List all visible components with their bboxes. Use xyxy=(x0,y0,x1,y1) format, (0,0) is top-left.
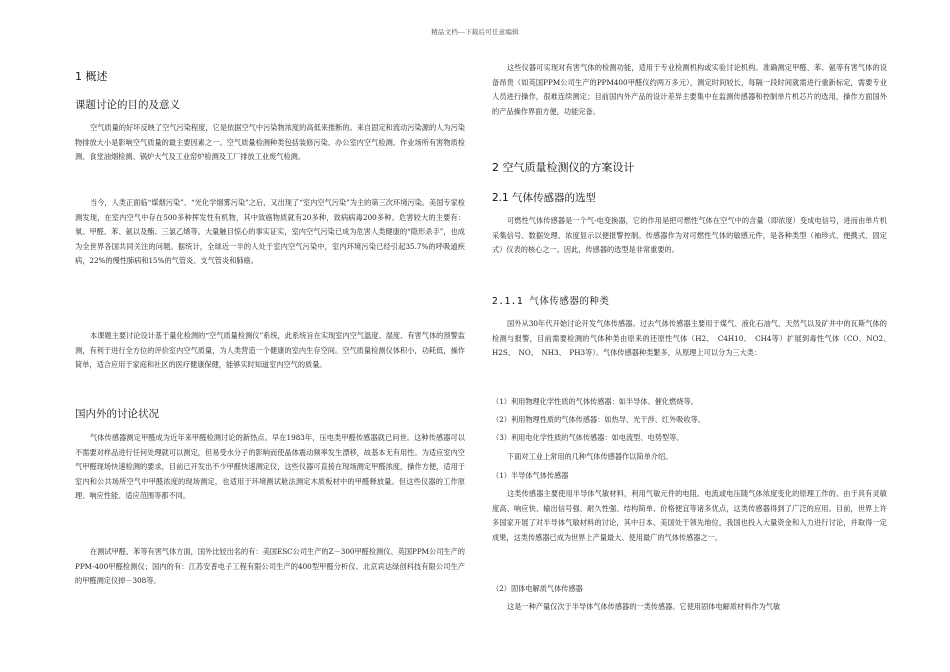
heading-sensor-selection: 2.1 气体传感器的选型 xyxy=(492,192,597,204)
list-item-physchem: （1）利用物理化学性质的气体传感器：如半导体、催化燃烧等。 xyxy=(492,397,698,406)
paragraph-formaldehyde-sensors: 气体传感器测定甲醛成为近年来甲醛检测讨论的新热点。早在1983年，压电类甲醛传感器就已问世。这种传感器可以不需要对样品进行任何处理就可以测定，但易受水分子的影响而使晶体震动频率发生漂移，故基本无有用性。为适应室内空气甲醛现场快速检测的要求，目前已开发出不少甲醛快速测定仪，这些仪器可直接在现场测定甲醛浓度，操作方便，适用于室内和公共场所空气中甲醛浓度的现场测定，也适用于环境测试舱法测定木质板材中的甲醛释放量。但这些仪器的工作原理、响应性能、适应范围等都不同。 xyxy=(75,433,465,501)
paragraph-semiconductor: 这类传感器主要使用半导体气敏材料，利用气敏元件的电阻、电流或电压随气体浓度变化的原理工作的。由于具有灵敏度高、响应快、输出信号强、耐久性强、结构简单、价格便宜等诸多优点，这类传感器得到了广泛的应用。目前，世界上许多国家开展了对半导体气敏材料的讨论，其中日本、美国处于领先地位，我国也投入大量资金和人力进行讨论，并取得一定成果，这类传感器已成为世界上产量最大、使用最广的气体传感器之一。 xyxy=(492,489,887,542)
paragraph-combustible-sensor: 可燃性气体传感器是一个气-电变换器，它的作用是把可燃性气体在空气中的含量（即浓度）变成电信号，进而由单片机采集信号、数据处理、浓度显示以便报警控制。传感器作为对可燃性气体的敏感元件，是各种类型（袖珍式、便携式、固定式）仪表的核心之一。因此，传感器的选型是非常重要的。 xyxy=(492,216,887,255)
heading-purpose: 课题讨论的目的及意义 xyxy=(75,99,180,111)
paragraph-sensor-history: 国外从30年代开始讨论开发气体传感器。过去气体传感器主要用于煤气、液化石油气、天然气以及矿井中的瓦斯气体的检测与报警，目前需要检测的气体种类由原来的还原性气体（H2、 C4H10、 CH4等）扩展到毒性气体（CO、NO2、 H2S、 NO、 NH3、 PH3等）。气体传感器种类繁多，从原理上可以分为三大类： xyxy=(492,319,895,358)
page-header: 精品文档---下载后可任意编辑 xyxy=(431,28,519,36)
paragraph-instruments: 在测试甲醛、苯等有害气体方面，国外比较出名的有：美国ESC公司生产的Z－300甲醛检测仪、英国PPM公司生产的PPM-400甲醛检测仪；国内的有：江苏安普电子工程有限公司生产的400型甲醛分析仪、北京宾达绿创科技有限公司生产的甲醛测定仪掉－308等。 xyxy=(75,547,465,586)
paragraph-instrument-functions: 这些仪器可实现对有害气体的检测功能，适用于专业检测机构或实验讨论机构。准确测定甲醛、苯、氨等有害气体的设备昂贵（如英国PPM公司生产的PPM400甲醛仪约两万多元），测定时间较长，每隔一段时间就需进行重新标定，需要专业人员进行操作，很难连续测定；目前国内外产品的设计差异主要集中在监测传感器和控制单片机芯片的选用，操作方面国外的产品操作界面方便，功能完备。 xyxy=(492,63,887,116)
list-item-electrochem: （3）利用电化学性质的气体传感器：如电流型、电势型等。 xyxy=(492,433,684,442)
paragraph-project-design: 本课题主要讨论设计基于量化检测的“空气质量检测仪”系统，此系统旨在实现室内空气温度、湿度、有害气体的预警监测，有利于进行全方位的评价室内空气质量，为人类营造一个健康的室内生存空间。空气质量检测仪体积小，功耗低，操作简单，适合应用于家庭和社区的医疗健康保健，能够实时知道室内空气的质量。 xyxy=(75,331,465,370)
heading-sensor-types: 2.1.1 气体传感器的种类 xyxy=(492,296,610,307)
intro-line: 下面对工业上常用的几种气体传感器作以简单介绍。 xyxy=(507,452,673,461)
list-item-physical: （2）利用物理性质的气体传感器：如热导、光干涉、红外吸收等。 xyxy=(492,415,706,424)
paragraph-indoor-pollution: 当今，人类正面临“煤烟污染”、“光化学烟雾污染”之后，又出现了“室内空气污染”为主的第三次环境污染。美国专家检测发现，在室内空气中存在500多种挥发性有机物，其中致癌物质就有20多种，致病病毒200多种。危害较大的主要有：氡、甲醛、苯、氨以及酯、三氯乙烯等。大量触目惊心的事实证实，室内空气污染已成为危害人类健康的“隐形杀手”，也成为全世界各国共同关注的问题。据统计，全球近一半的人处于室内空气污染中，室内环境污染已经引起35.7%的呼吸道疾病，22%的慢性肺病和15%的气管炎、支气管炎和肺癌。 xyxy=(75,198,465,266)
paragraph-air-quality: 空气质量的好坏反映了空气污染程度，它是依据空气中污染物浓度的高低来推断的。来自固定和流动污染源的人为污染物排放大小是影响空气质量的最主要因素之一。空气质量检测种类包括装修污染、办公室内空气检测、作业场所有害物质检测、食堂油烟检测、锅炉大气及工业窑炉检测及工厂排放工业废气检测。 xyxy=(75,123,465,162)
subheading-semiconductor: （1）半导体气体传感器 xyxy=(492,471,569,480)
heading-scheme-design: 2 空气质量检测仪的方案设计 xyxy=(492,161,635,174)
heading-research-status: 国内外的讨论状况 xyxy=(75,408,159,420)
heading-overview: 1 概述 xyxy=(75,70,108,83)
subheading-solid-electrolyte: （2）固体电解质气体传感器 xyxy=(492,584,583,593)
paragraph-solid-electrolyte: 这是一种产量仅次于半导体气体传感器的一类传感器。它使用固体电解质材料作为气敏 xyxy=(507,602,781,611)
